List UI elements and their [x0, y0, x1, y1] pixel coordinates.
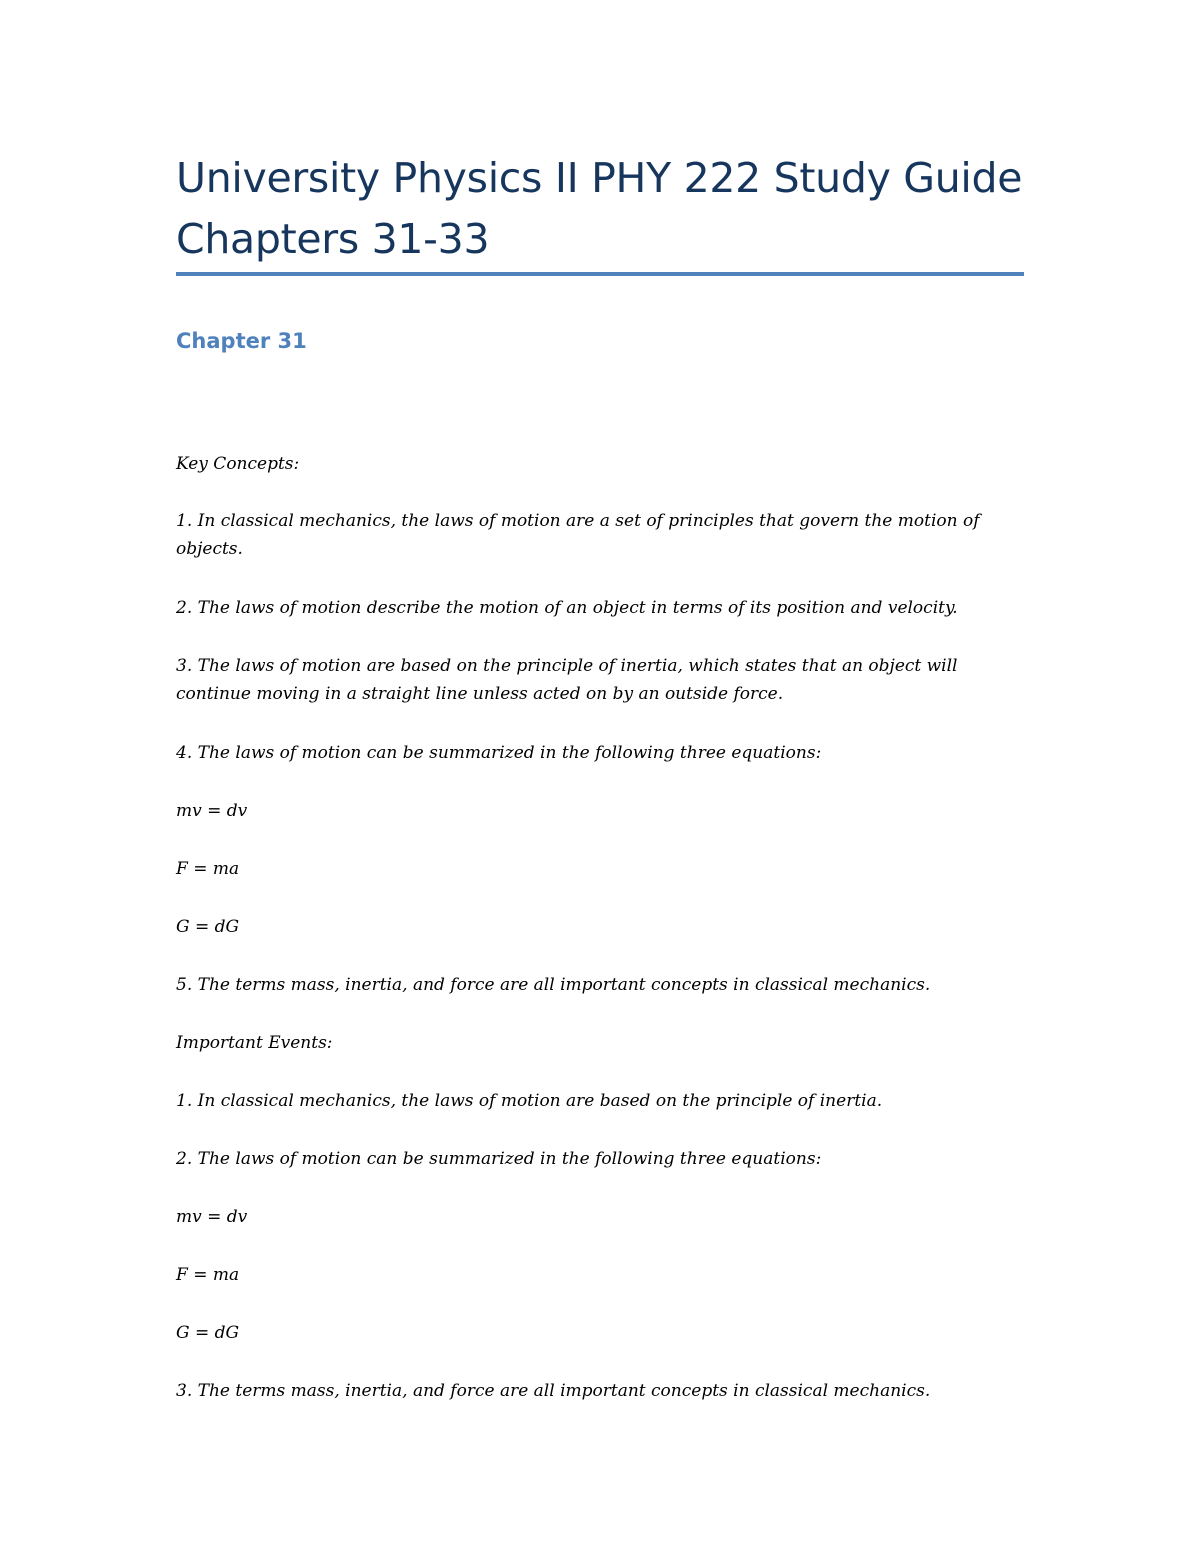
important-event-equation-1: mv = dv: [176, 1207, 248, 1227]
important-event-equation-2: F = ma: [176, 1265, 240, 1285]
important-event-item-1: 1. In classical mechanics, the laws of motion are based on the principle of inertia.: [176, 1091, 883, 1111]
key-concept-item-2: 2. The laws of motion describe the motion of an object in terms of its position and velocity.: [176, 598, 958, 618]
document-title: University Physics II PHY 222 Study Guide Chapters 31-33: [176, 154, 1023, 263]
key-concepts-heading: Key Concepts:: [176, 454, 300, 474]
key-concept-item-3: 3. The laws of motion are based on the principle of inertia, which states that an object will continue moving in a straight line unless acted on by an outside force.: [176, 656, 958, 704]
important-events-heading: Important Events:: [176, 1033, 333, 1053]
key-concept-equation-1: mv = dv: [176, 801, 248, 821]
key-concept-equation-3: G = dG: [176, 917, 240, 937]
important-event-item-2: 2. The laws of motion can be summarized in the following three equations:: [176, 1149, 822, 1169]
chapter-heading: Chapter 31: [176, 329, 307, 353]
key-concept-equation-2: F = ma: [176, 859, 240, 879]
key-concept-item-4: 4. The laws of motion can be summarized in the following three equations:: [176, 743, 822, 763]
important-event-item-3: 3. The terms mass, inertia, and force are all important concepts in classical mechanics.: [176, 1381, 931, 1401]
key-concept-item-1: 1. In classical mechanics, the laws of motion are a set of principles that govern the motion of objects.: [176, 511, 980, 559]
title-underline-divider: [176, 272, 1024, 276]
important-event-equation-3: G = dG: [176, 1323, 240, 1343]
key-concept-item-5: 5. The terms mass, inertia, and force are all important concepts in classical mechanics.: [176, 975, 931, 995]
